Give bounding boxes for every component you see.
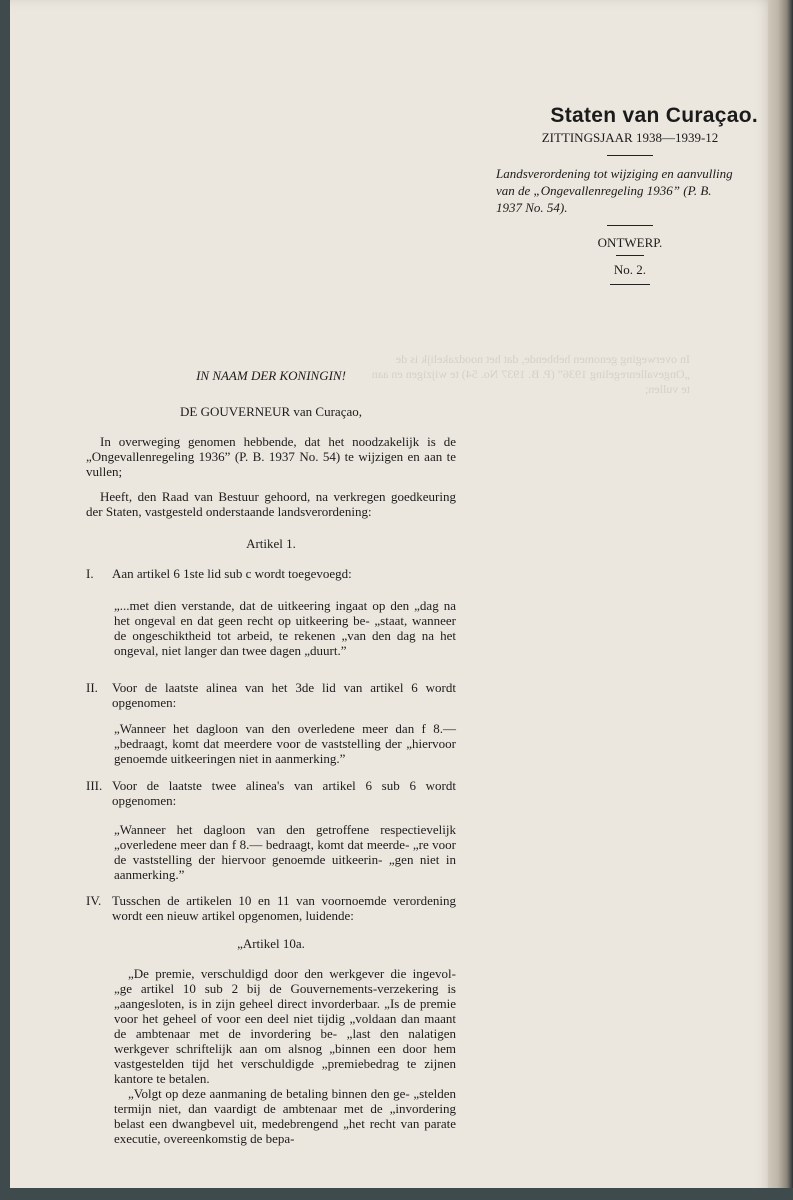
- subtitle-line: 1937 No. 54).: [496, 200, 568, 215]
- draft-number: No. 2.: [613, 262, 647, 277]
- sub-article-paragraph: „Volgt op deze aanmaning de betaling binnen den ge- „stelden termijn niet, dan vaardigt de ambtenaar met de „invordering belast een dwangbevel uit, medebrengend „het recht van parate executie, overeenkomstig de bepa-: [114, 1086, 456, 1146]
- bleed-through-line: In overweging genomen hebbende, dat het noodzakelijk is de „Ongevallenregeling 1936” (P. B. 1937 No. 54) te wijzigen en aan te vullen;: [371, 352, 690, 396]
- item-number: III.: [86, 778, 103, 793]
- article-item: [86, 893, 456, 923]
- sub-article-body: [86, 966, 456, 1146]
- article-item: [86, 680, 456, 710]
- document-header: [490, 104, 770, 291]
- quoted-text: [86, 598, 456, 658]
- quoted-text: [86, 721, 456, 766]
- item-quote: „Wanneer het dagloon van den getroffene respectievelijk „overledene meer dan f 8.— bedraagt, komt dat meerde- „re voor de vaststelling der hiervoor genoemde uitkeerin- „gen niet in aanmerking.”: [114, 822, 456, 882]
- governor-line: DE GOUVERNEUR van Curaçao,: [180, 404, 362, 419]
- royal-heading: IN NAAM DER KONINGIN!: [196, 368, 346, 383]
- header-divider: [607, 155, 653, 156]
- item-quote: „Wanneer het dagloon van den overledene meer dan f 8.— „bedraagt, komt dat meerdere voor de vaststelling der „hiervoor genoemde uitkeeringen niet in aanmerking.”: [114, 721, 456, 766]
- article-title: Artikel 1.: [246, 536, 296, 551]
- subtitle-line: van de „Ongevallenregeling 1936” (P. B.: [496, 183, 712, 198]
- item-number: IV.: [86, 893, 102, 908]
- sub-article-paragraph: „De premie, verschuldigd door den werkgever die ingevol- „ge artikel 10 sub 2 bij de Gouvernements-verzekering is „aangesloten, is in zijn geheel direct invorderbaar. „Is de premie voor het geheel of voor een deel niet tijdig „voldaan dan maant de ambtenaar met de invordering be- „last den nalatigen werkgever schriftelijk aan om alsnog „binnen een door hem vastgestelden tijd het verschuldigde „premiebedrag te zijnen kantore te betalen.: [114, 966, 456, 1086]
- header-divider: [607, 225, 653, 226]
- item-text: Aan artikel 6 1ste lid sub c wordt toegevoegd:: [112, 566, 352, 581]
- subtitle-line: Landsverordening tot wijziging en aanvulling: [496, 166, 733, 181]
- item-text: Voor de laatste alinea van het 3de lid van artikel 6 wordt opgenomen:: [112, 680, 456, 710]
- item-number: I.: [86, 566, 94, 581]
- draft-label: ONTWERP.: [597, 235, 663, 250]
- enactment-paragraph: Heeft, den Raad van Bestuur gehoord, na verkregen goedkeuring der Staten, vastgesteld onderstaande landsverordening:: [86, 489, 456, 519]
- scan-bottom-edge: [0, 1188, 793, 1200]
- session-year: ZITTINGSJAAR 1938—1939-12: [541, 130, 719, 145]
- book-spine-edge: [768, 0, 793, 1200]
- article-item: [86, 566, 456, 581]
- item-text: Voor de laatste twee alinea's van artikel 6 sub 6 wordt opgenomen:: [112, 778, 456, 808]
- item-number: II.: [86, 680, 98, 695]
- quoted-text: [86, 822, 456, 882]
- header-divider: [610, 284, 650, 285]
- ordinance-subtitle: [490, 165, 770, 216]
- sub-article-title: „Artikel 10a.: [237, 936, 305, 951]
- header-divider: [616, 255, 644, 256]
- document-page: [10, 0, 778, 1200]
- item-text: Tusschen de artikelen 10 en 11 van voornoemde verordening wordt een nieuw artikel opgenomen, luidende:: [112, 893, 456, 923]
- document-title: Staten van Curaçao.: [550, 104, 758, 127]
- item-quote: „...met dien verstande, dat de uitkeering ingaat op den „dag na het ongeval en dat geen recht op uitkeering be- „staat, wanneer de ongeschiktheid tot arbeid, te rekenen „van den dag na het ongeval, niet langer dan twee dagen „duurt.”: [114, 598, 456, 658]
- article-item: [86, 778, 456, 808]
- consideration-paragraph: In overweging genomen hebbende, dat het noodzakelijk is de „Ongevallenregeling 1936” (P. B. 1937 No. 54) te wijzigen en aan te vullen;: [86, 434, 456, 479]
